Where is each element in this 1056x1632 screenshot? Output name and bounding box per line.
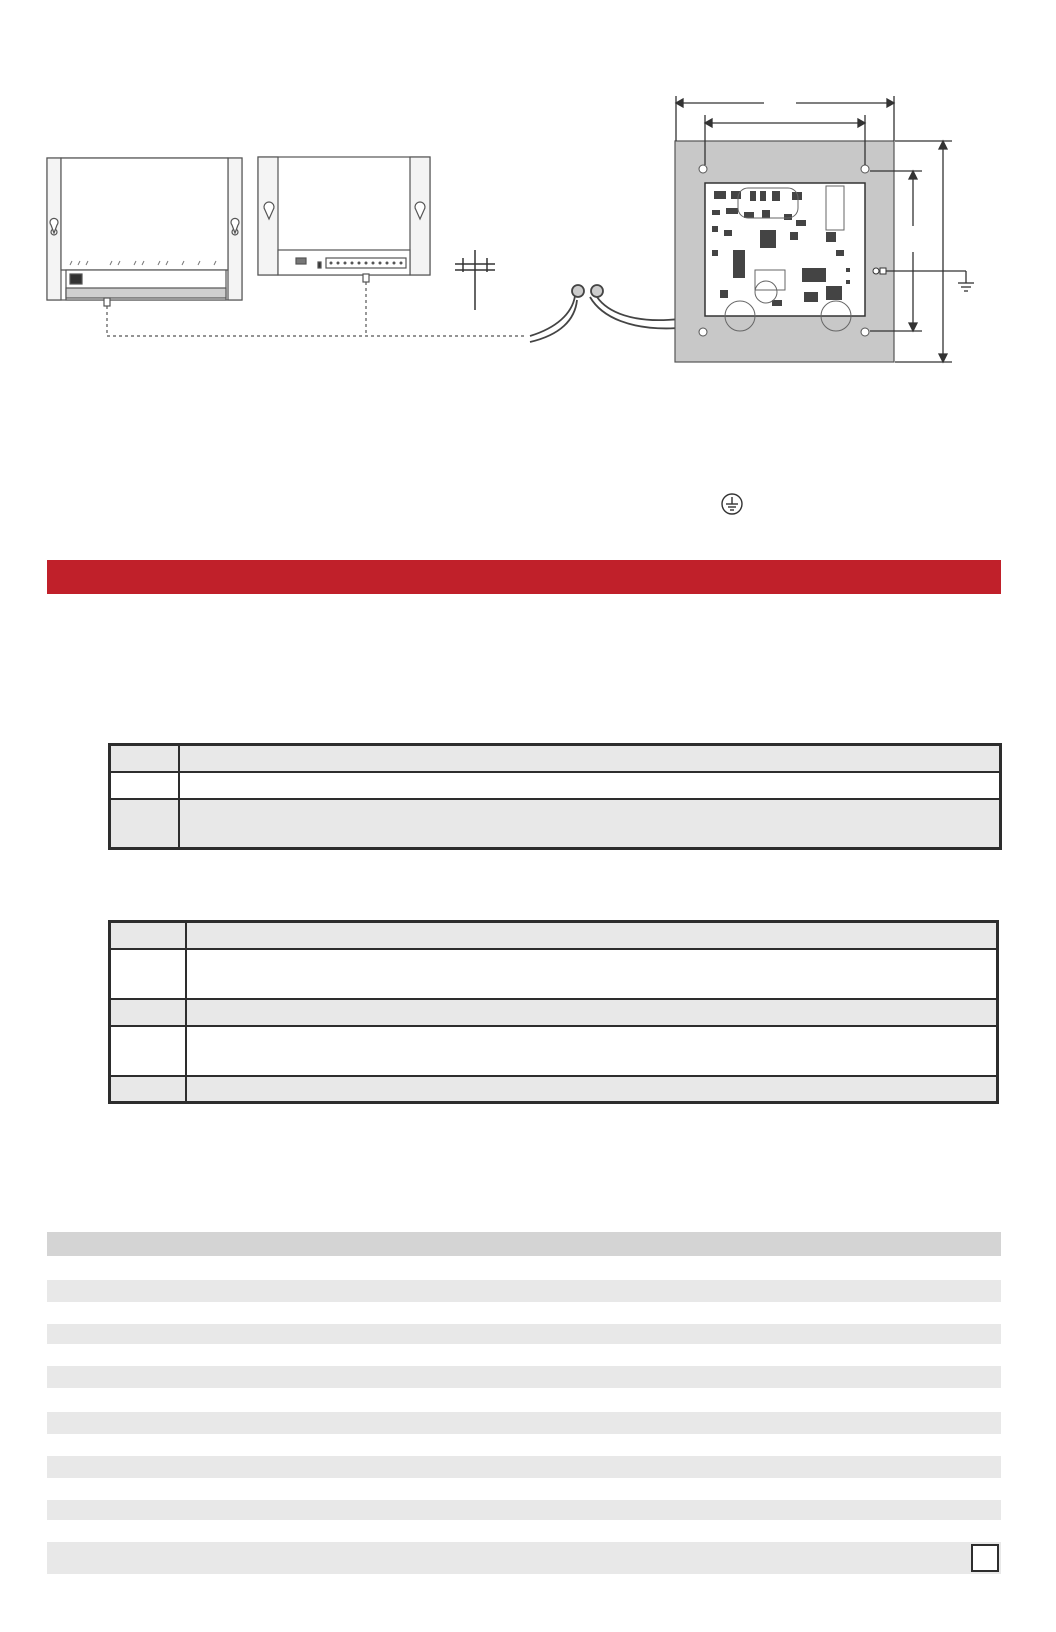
spec-table-2 [108,920,999,1104]
table-cell [186,999,998,1026]
table-row [110,772,1001,799]
expander-icon [258,157,430,282]
wiring-diagram [0,0,1056,380]
table-cell [110,999,187,1026]
table-cell [110,922,187,949]
section-header-bar [47,560,1001,594]
table-cell [186,1026,998,1076]
control-panel-icon [47,158,242,306]
earth-ground-icon [886,271,974,291]
list-item [47,1542,1001,1574]
list-item [47,1324,1001,1344]
table-cell [186,949,998,999]
table-cell [179,745,1001,772]
list-header [47,1232,1001,1256]
table-cell [110,1026,187,1076]
table-cell [186,1076,998,1103]
table-cell [110,772,180,799]
table-row [110,949,998,999]
table-cell [110,949,187,999]
protective-earth-icon [721,493,743,515]
list-item [47,1456,1001,1478]
table-cell [110,799,180,849]
table-row [110,745,1001,772]
list-item [47,1412,1001,1434]
table-row [110,799,1001,849]
table-cell [110,745,180,772]
table-row [110,922,998,949]
table-cell [179,799,1001,849]
list-item [47,1500,1001,1520]
list-item [47,1366,1001,1388]
table-row [110,1026,998,1076]
table-cell [179,772,1001,799]
table-row [110,1076,998,1103]
table-row [110,999,998,1026]
table-cell [186,922,998,949]
list-item [47,1280,1001,1302]
spec-table-1 [108,743,1002,850]
circuit-board-icon [675,141,894,362]
antenna-icon [455,250,495,310]
table-cell [110,1076,187,1103]
confirm-checkbox[interactable] [971,1544,999,1572]
